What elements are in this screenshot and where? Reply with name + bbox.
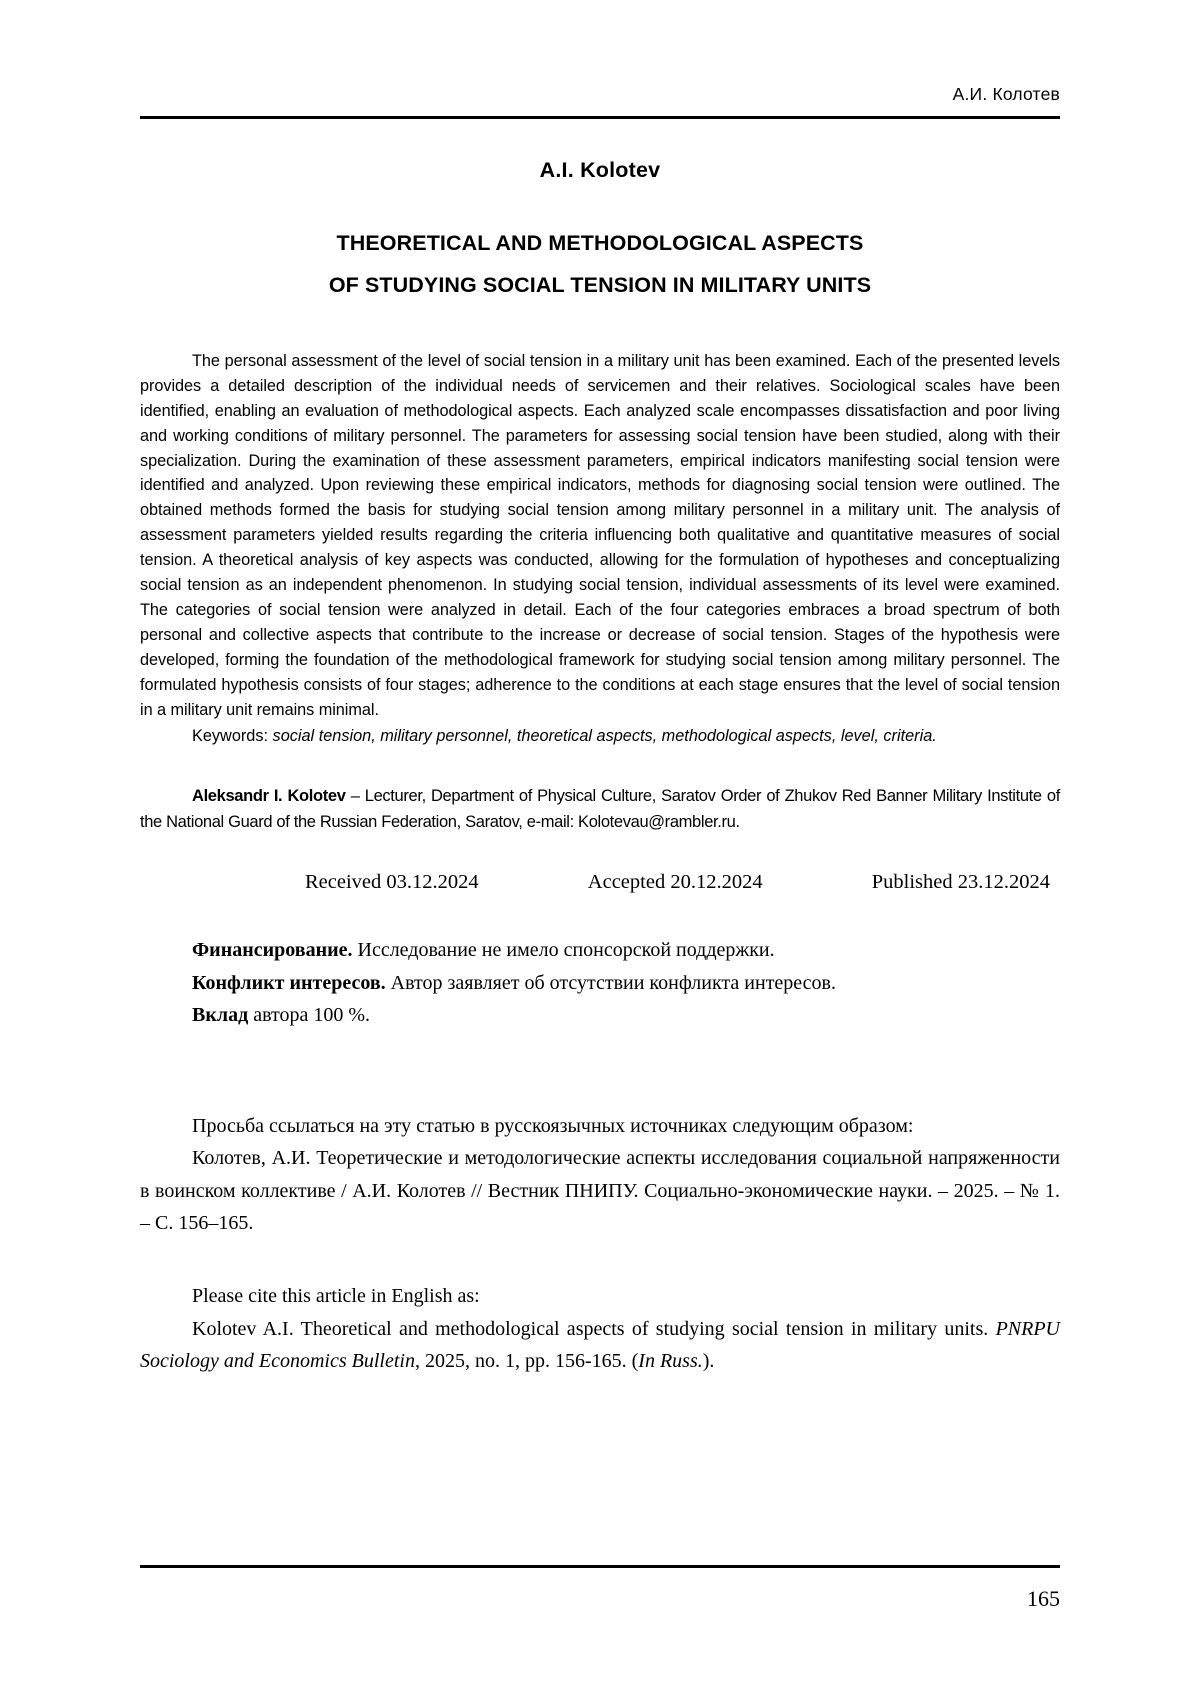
- date-accepted: Accepted 20.12.2024: [587, 871, 763, 894]
- affiliation-details: – Lecturer, Department of Physical Culture, Saratov Order of Zhukov Red Banner Military Institute of the National Guard of the Russian Federation, Saratov, e-mail: Kolotevau@rambler.ru.: [140, 786, 1060, 831]
- funding-label: Финансирование.: [192, 939, 353, 962]
- header-rule: [140, 116, 1060, 119]
- notes-block: [140, 934, 1060, 1031]
- contribution-text: автора 100 %.: [248, 1004, 371, 1027]
- contribution-note: [140, 999, 1060, 1031]
- author-name: A.I. Kolotev: [539, 158, 661, 182]
- funding-note: [140, 934, 1060, 966]
- page-content: [140, 140, 1060, 1378]
- footer-rule: [140, 1565, 1060, 1568]
- abstract-text: The personal assessment of the level of social tension in a military unit has been examined. Each of the presented levels provides a detailed description of the individual needs of servicemen and their relatives. Sociological scales have been identified, enabling an evaluation of methodological aspects. Each analyzed scale encompasses dissatisfaction and poor living and working conditions of military personnel. The parameters for assessing social tension have been studied, along with their specialization. During the examination of these assessment parameters, empirical indicators manifesting social tension were identified and analyzed. Upon reviewing these empirical indicators, methods for diagnosing social tension were outlined. The obtained methods formed the basis for studying social tension among military personnel in a military unit. The analysis of assessment parameters yielded results regarding the criteria influencing both qualitative and quantitative measures of social tension. A theoretical analysis of key aspects was conducted, allowing for the formulation of hypotheses and conceptualizing social tension as an independent phenomenon. In studying social tension, individual assessments of its level were examined. The categories of social tension were analyzed in detail. Each of the four categories embraces a broad spectrum of both personal and collective aspects that contribute to the increase or decrease of social tension. Stages of the hypothesis were developed, forming the foundation of the methodological framework for studying social tension among military personnel. The formulated hypothesis consists of four stages; adherence to the conditions at each stage ensures that the level of social tension in a military unit remains minimal.: [140, 351, 1060, 719]
- date-published: Published 23.12.2024: [871, 871, 1050, 894]
- page-number: 165: [1027, 1586, 1060, 1611]
- citation-english-journal: PNRPU Sociology and Economics Bulletin: [140, 1317, 1060, 1373]
- affiliation-author-name: Aleksandr I. Kolotev: [192, 786, 346, 805]
- funding-text: Исследование не имело спонсорской поддержки.: [352, 939, 775, 962]
- citation-russian-intro: Просьба ссылаться на эту статью в русскоязычных источниках следующим образом:: [192, 1114, 914, 1137]
- citation-english-intro: Please cite this article in English as:: [192, 1284, 480, 1307]
- conflict-note: [140, 967, 1060, 999]
- conflict-text: Автор заявляет об отсутствии конфликта интересов.: [385, 971, 837, 994]
- contribution-label: Вклад: [192, 1004, 249, 1027]
- title-line-2: OF STUDYING SOCIAL TENSION IN MILITARY UNITS: [328, 272, 872, 297]
- citation-english-body: [140, 1313, 1060, 1378]
- date-received: Received 03.12.2024: [305, 871, 479, 894]
- citation-russian: [140, 1110, 1060, 1240]
- author-affiliation: [140, 783, 1060, 836]
- page-title: [140, 223, 1060, 307]
- keywords-line: [140, 724, 1060, 749]
- citation-english-inruss: In Russ.: [638, 1350, 703, 1373]
- keywords-value: social tension, military personnel, theoretical aspects, methodological aspects, level, criteria.: [272, 726, 937, 745]
- conflict-label: Конфликт интересов.: [192, 971, 386, 994]
- citation-russian-body: Колотев, А.И. Теоретические и методологические аспекты исследования социальной напряженности в воинском коллективе / А.И. Колотев // Вестник ПНИПУ. Социально-экономические науки. – 2025. – № 1. – С. 156–165.: [140, 1147, 1060, 1235]
- citation-english: [140, 1280, 1060, 1378]
- citation-english-text-2: , 2025, no. 1, pp. 156-165. (: [414, 1350, 639, 1373]
- title-line-1: THEORETICAL AND METHODOLOGICAL ASPECTS: [336, 231, 864, 255]
- citation-english-text-1: Kolotev A.I. Theoretical and methodological aspects of studying social tension in military units.: [192, 1317, 996, 1340]
- running-head: А.И. Колотев: [952, 84, 1060, 104]
- publication-dates: [140, 871, 1060, 894]
- keywords-label: Keywords:: [192, 726, 269, 745]
- citation-english-text-3: ).: [702, 1350, 715, 1373]
